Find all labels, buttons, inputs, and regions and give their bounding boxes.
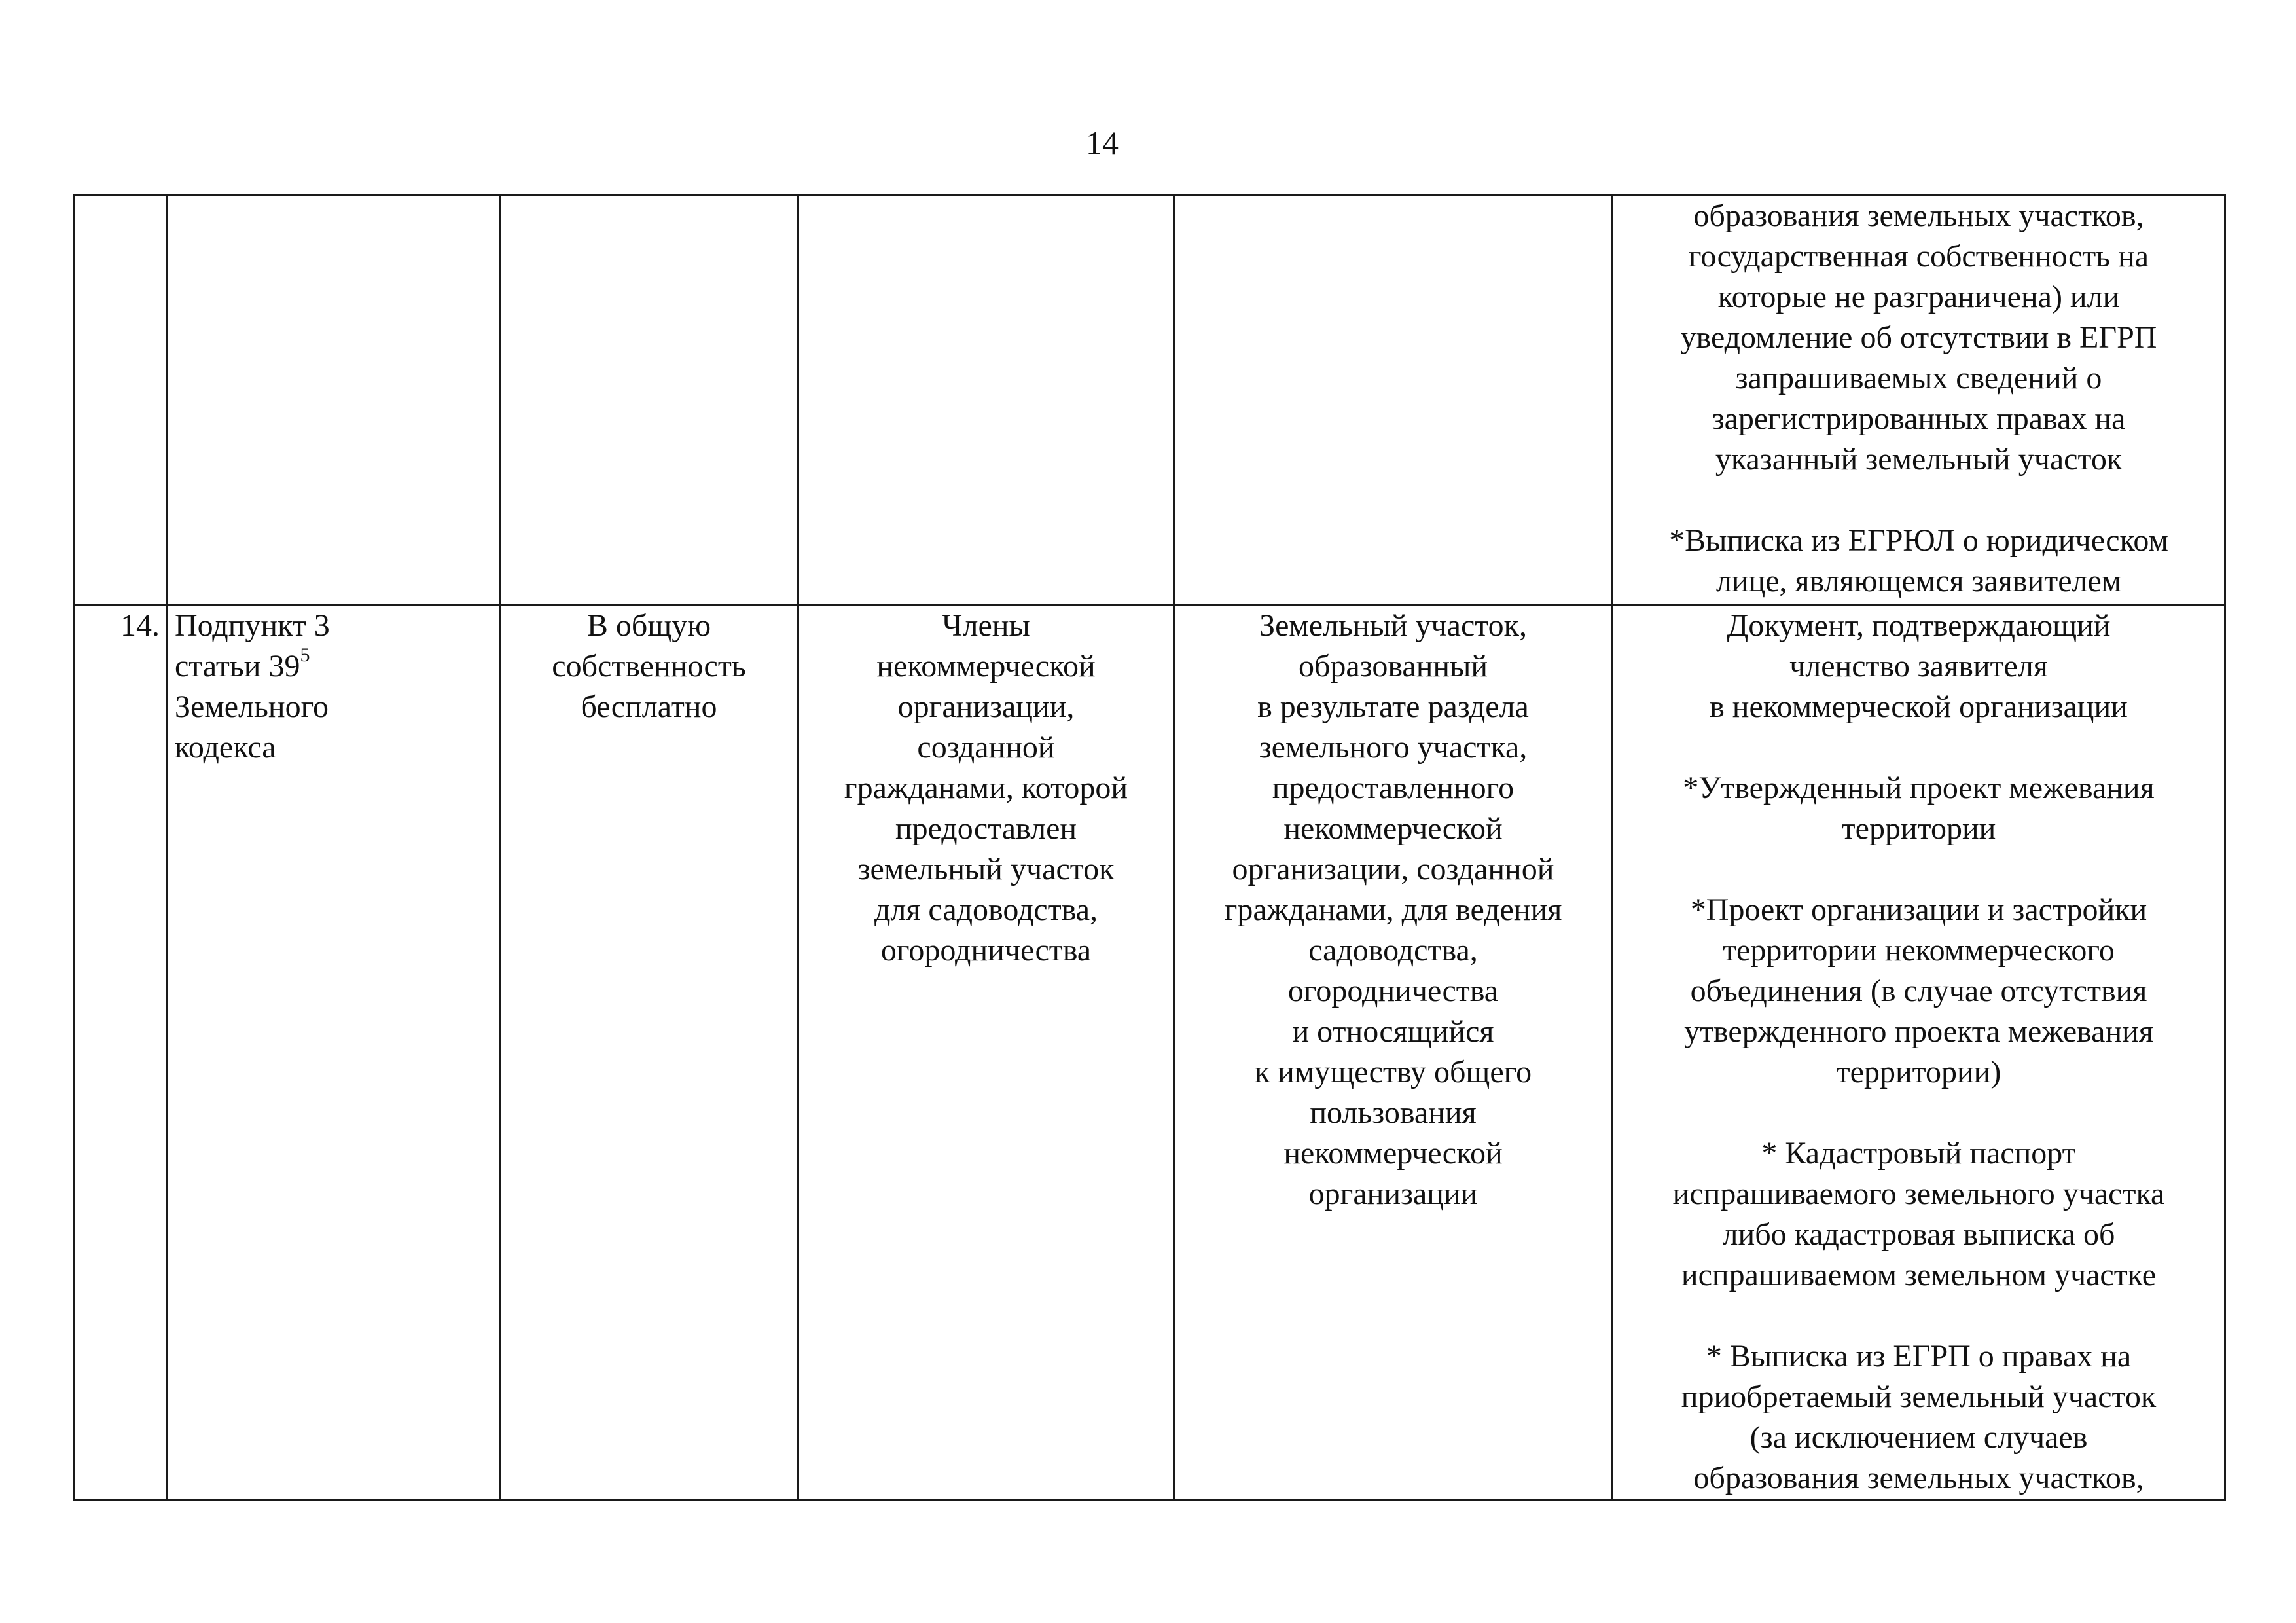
document-line: лице, являющемся заявителем xyxy=(1715,564,2122,598)
paragraph-gap xyxy=(1620,1296,2217,1336)
applicant-line: огородничества xyxy=(880,933,1092,968)
document-line: приобретаемый земельный участок xyxy=(1681,1379,2157,1414)
applicant-line: некоммерческой xyxy=(876,649,1096,684)
applicant-line: созданной xyxy=(917,730,1055,765)
documents-cell xyxy=(1613,195,2225,605)
document-line: испрашиваемого земельного участка xyxy=(1672,1176,2165,1211)
document-line: которые не разграничена) или xyxy=(1717,280,2120,314)
basis-line: Подпункт 3 xyxy=(175,608,330,643)
land-plot-line: огородничества xyxy=(1287,974,1499,1008)
document-line: либо кадастровая выписка об xyxy=(1722,1217,2115,1252)
document-line: в некоммерческой организации xyxy=(1710,689,2128,724)
land-plot-line: некоммерческой xyxy=(1283,811,1503,846)
right-type-cell xyxy=(500,195,798,605)
document-line: указанный земельный участок xyxy=(1715,442,2123,477)
land-plot-line: гражданами, для ведения xyxy=(1224,892,1562,927)
document-line: территории некоммерческого xyxy=(1723,933,2115,968)
land-plot-cell xyxy=(1174,605,1613,1501)
basis-cell xyxy=(168,195,500,605)
basis-line: статьи $39^5$ xyxy=(175,644,310,684)
applicant-line: земельный участок xyxy=(857,852,1115,886)
land-plot-line: садоводства, xyxy=(1308,933,1478,968)
land-plot-line: в результате раздела xyxy=(1257,689,1529,724)
document-line: зарегистрированных правах на xyxy=(1712,401,2126,436)
table-row xyxy=(75,605,2225,1501)
document-line: *Проект организации и застройки xyxy=(1690,892,2147,927)
right-type-line: В общую xyxy=(586,608,711,643)
land-plot-line: Земельный участок, xyxy=(1259,608,1527,643)
document-line: уведомление об отсутствии в ЕГРП xyxy=(1680,320,2157,355)
applicant-line: гражданами, которой xyxy=(844,771,1128,805)
land-plot-line: организации xyxy=(1308,1176,1478,1211)
number-cell xyxy=(75,195,168,605)
paragraph-gap xyxy=(1620,1093,2217,1133)
document-line: утвержденного проекта межевания xyxy=(1684,1014,2153,1049)
document-line: испрашиваемом земельном участке xyxy=(1681,1258,2157,1292)
document-line: территории) xyxy=(1836,1055,2001,1089)
land-plot-line: организации, созданной xyxy=(1232,852,1554,886)
document-line: Документ, подтверждающий xyxy=(1727,608,2111,643)
land-plot-line: пользования xyxy=(1310,1095,1477,1130)
applicant-line: Члены xyxy=(942,608,1030,643)
document-line: * Выписка из ЕГРП о правах на xyxy=(1706,1339,2132,1374)
document-line: *Выписка из ЕГРЮЛ о юридическом xyxy=(1669,523,2168,558)
superscript: 5 xyxy=(300,644,310,666)
paragraph-gap xyxy=(1620,480,2217,520)
basis-line: кодекса xyxy=(175,730,276,765)
land-plot-cell xyxy=(1174,195,1613,605)
documents-cell xyxy=(1613,605,2225,1501)
document-line: образования земельных участков, xyxy=(1693,198,2144,233)
applicants-cell xyxy=(798,195,1174,605)
document-line: запрашиваемых сведений о xyxy=(1735,361,2102,395)
applicant-line: организации, xyxy=(897,689,1075,724)
document-line: территории xyxy=(1841,811,1996,846)
right-type-line: собственность xyxy=(552,649,746,684)
land-plot-line: образованный xyxy=(1298,649,1488,684)
row-number: 14. xyxy=(75,605,168,1501)
document-line: (за исключением случаев xyxy=(1749,1420,2088,1455)
land-plot-line: земельного участка, xyxy=(1259,730,1528,765)
document-line: * Кадастровый паспорт xyxy=(1761,1136,2076,1171)
applicant-line: предоставлен xyxy=(895,811,1077,846)
table-row xyxy=(75,195,2225,605)
right-type-cell xyxy=(500,605,798,1501)
document-line: членство заявителя xyxy=(1789,649,2048,684)
document-line: *Утвержденный проект межевания xyxy=(1683,771,2155,805)
document-line: государственная собственность на xyxy=(1688,239,2149,274)
right-type-line: бесплатно xyxy=(581,689,717,724)
document-line: объединения (в случае отсутствия xyxy=(1690,974,2147,1008)
basis-line: Земельного xyxy=(175,689,329,724)
applicant-line: для садоводства, xyxy=(874,892,1098,927)
paragraph-gap xyxy=(1620,849,2217,890)
procedure-table xyxy=(73,194,2226,1501)
document-line: образования земельных участков, xyxy=(1693,1461,2144,1495)
land-plot-line: предоставленного xyxy=(1272,771,1515,805)
land-plot-line: к имуществу общего xyxy=(1254,1055,1532,1089)
page-number: 14 xyxy=(1086,124,1119,161)
land-plot-line: и относящийся xyxy=(1292,1014,1494,1049)
basis-cell xyxy=(168,605,500,1501)
land-plot-line: некоммерческой xyxy=(1283,1136,1503,1171)
paragraph-gap xyxy=(1620,727,2217,768)
applicants-cell xyxy=(798,605,1174,1501)
